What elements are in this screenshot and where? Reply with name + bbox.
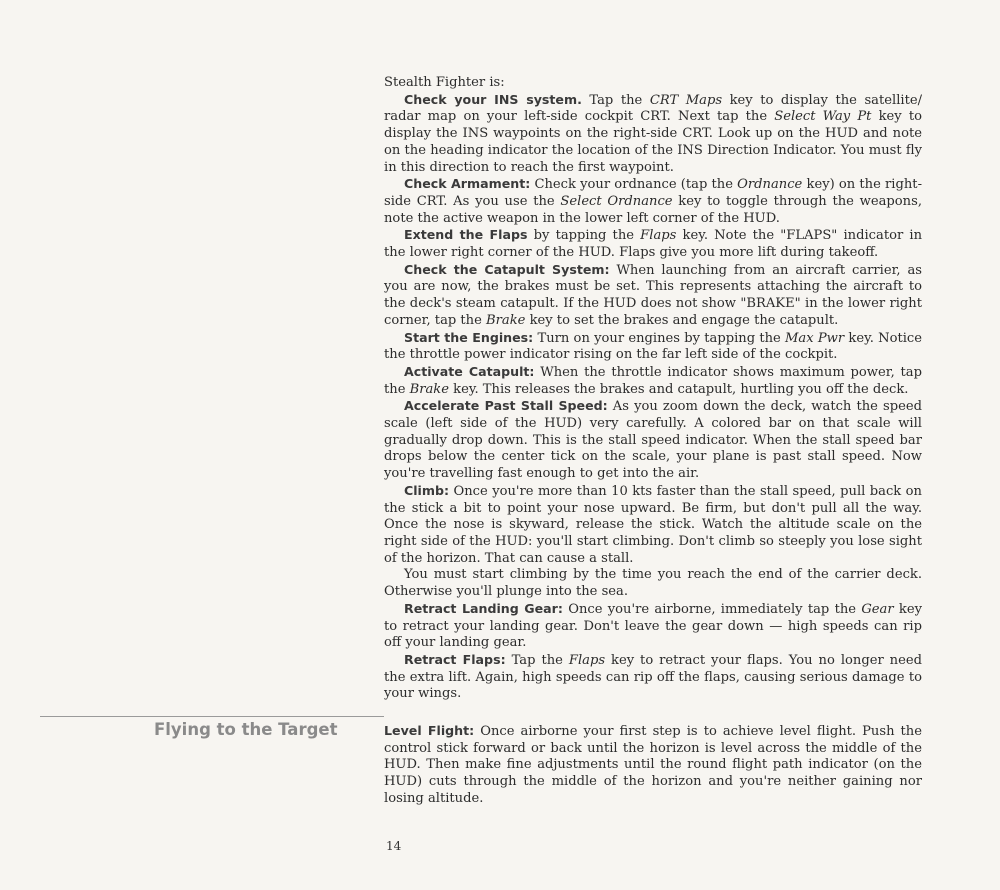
level-flight-paragraph [384,723,922,808]
step-text: You must start climbing by the time you reach the end of the carrier deck. Otherwise you'll plunge into the sea. [384,567,922,600]
step-text: key. Notice the throttle power indicator rising on the far left side of the cockpit. [384,330,922,363]
step-heading: Activate Catapult: [404,363,535,379]
step-heading: Climb: [404,482,450,498]
step-paragraph [384,364,922,398]
step-text: key to retract your flaps. You no longer need the extra lift. Again, high speeds can rip off the flaps, causing serious damage to your wings. [384,652,922,702]
step-text: key to display the INS waypoints on the right-side CRT. Look up on the HUD and note on the heading indicator the location of the INS Direction Indicator. You must fly in this direction to reach the first waypoint. [384,109,922,175]
step-paragraph [384,176,922,227]
section-heading: Flying to the Target [154,720,338,739]
step-heading: Check Armament: [404,176,531,192]
step-paragraph [384,398,922,483]
step-paragraph [384,652,922,703]
steps-list [384,92,922,703]
step-heading: Accelerate Past Stall Speed: [404,398,608,414]
key-name: Select Way Pt [774,109,872,125]
step-text: Tap the [581,92,650,108]
step-heading: Start the Engines: [404,329,534,345]
step-text: When the throttle indicator shows maximum power, tap the [384,364,922,397]
step-text: key to set the brakes and engage the catapult. [525,312,839,328]
section-divider [40,716,384,717]
step-text: When launching from an aircraft carrier, as you are now, the brakes must be set. This represents attaching the aircraft to the deck's steam catapult. If the HUD does not show "BRAKE" in the lower right corner, tap the [384,262,923,328]
step-heading: Check your INS system. [404,91,582,107]
key-name: Brake [486,312,526,328]
key-name: Gear [861,601,894,617]
key-name: CRT Maps [649,92,723,108]
step-text: key. Note the "FLAPS" indicator in the lower right corner of the HUD. Flaps give you more lift during takeoff. [384,228,922,261]
step-heading: Retract Flaps: [404,651,506,667]
step-text: key) on the right-side CRT. As you use the [384,177,922,209]
level-flight-heading: Level Flight: [384,723,475,738]
step-paragraph [384,483,922,568]
step-paragraph [384,262,922,330]
step-text: key to display the satellite/ radar map on your left-side cockpit CRT. Next tap the [384,92,922,125]
bleed-through-text [150,118,155,136]
step-heading: Retract Landing Gear: [404,600,563,616]
key-name: Flaps [640,228,677,244]
page-number: 14 [386,839,402,853]
level-flight-text: Once airborne your first step is to achieve level flight. Push the control stick forward or back until the horizon is level across the middle of the HUD. Then make fine adjustments until the round flight path indicator (on the HUD) cuts through the middle of the horizon and you're neither gaining nor losing altitude. [384,724,922,806]
key-name: Select Ordnance [560,193,673,209]
step-text: Check your ordnance (tap the [530,177,738,193]
key-name: Flaps [568,652,606,668]
step-text: Once you're airborne, immediately tap the [562,601,862,617]
key-name: Brake [409,381,449,397]
step-text: by tapping the [527,228,641,244]
intro-line: Stealth Fighter is: [384,75,505,90]
key-name: Max Pwr [785,330,845,346]
step-paragraph [384,227,922,261]
step-paragraph [384,567,922,600]
step-heading: Check the Catapult System: [404,261,610,277]
step-text: Once you're more than 10 kts faster than the stall speed, pull back on the stick a bit to point your nose upward. Be firm, but don't pull all the way. Once the nose is skyward, release the stick. Watch the altitude scale on the right side of the HUD: you'll start climbing. Don't climb so steeply you lose sight of the horizon. That can cause a stall. [384,483,922,566]
step-paragraph [384,601,922,652]
step-text: Turn on your engines by tapping the [533,330,786,346]
step-paragraph [384,92,922,177]
step-text: key to retract your landing gear. Don't leave the gear down — high speeds can rip off your landing gear. [384,601,922,651]
step-text: As you zoom down the deck, watch the speed scale (left side of the HUD) very carefully. A colored bar on that scale will gradually drop down. This is the stall speed indicator. When the stall speed bar drops below the center tick on the scale, your plane is past stall speed. Now you're travelling fast enough to get into the air. [384,399,922,482]
instruction-column [384,75,922,703]
step-paragraph [384,330,922,364]
step-text: key. This releases the brakes and catapult, hurtling you off the deck. [448,381,909,397]
key-name: Ordnance [737,177,803,193]
step-text: Tap the [505,652,569,668]
step-heading: Extend the Flaps [404,227,528,243]
step-text: key to toggle through the weapons, note the active weapon in the lower left corner of the HUD. [384,193,922,226]
